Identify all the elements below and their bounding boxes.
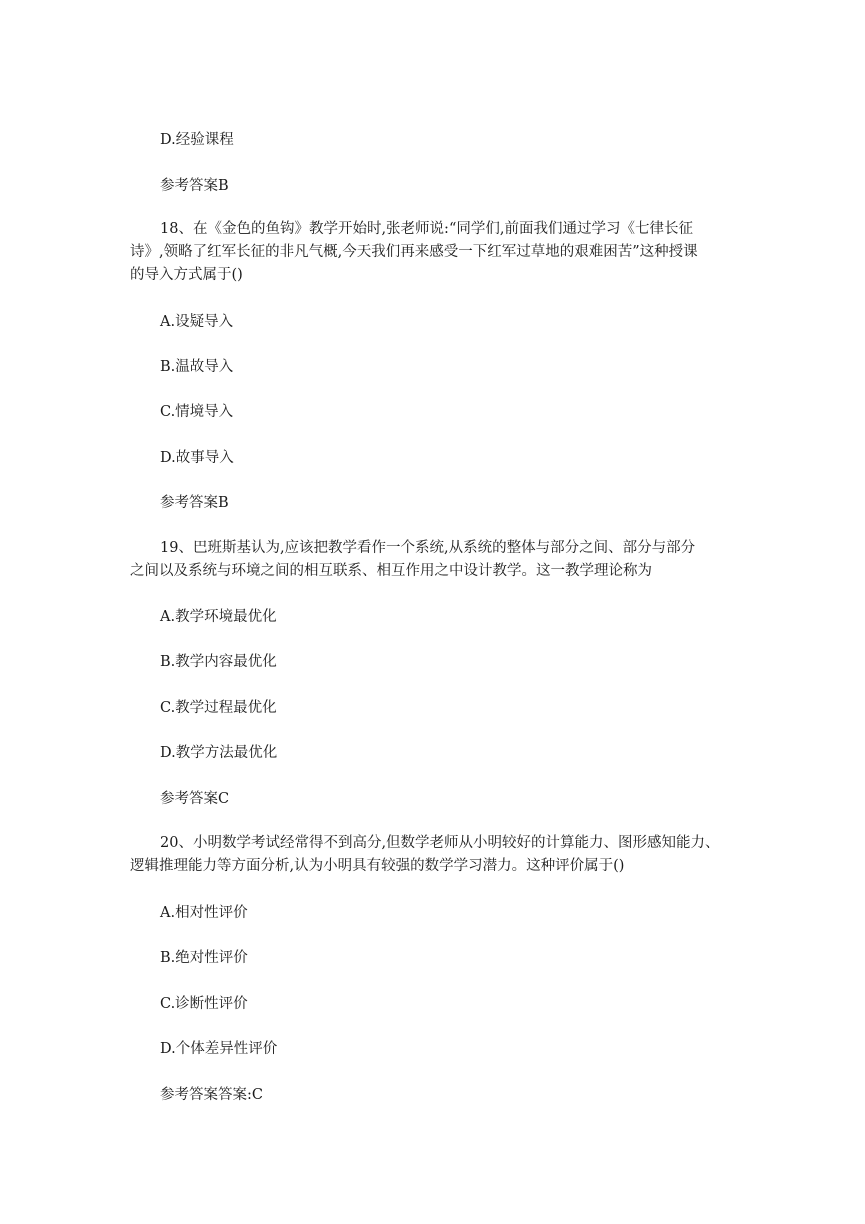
q20-stem-line-2: 逻辑推理能力等方面分析,认为小明具有较强的数学学习潜力。这种评价属于() xyxy=(130,858,625,874)
q19-stem-line-1: 19、巴班斯基认为,应该把教学看作一个系统,从系统的整体与部分之间、部分与部分 xyxy=(160,540,696,556)
q20-option-a: A.相对性评价 xyxy=(160,905,248,921)
q18-answer: 参考答案B xyxy=(160,495,229,511)
q19-answer: 参考答案C xyxy=(160,791,230,807)
q20-option-d: D.个体差异性评价 xyxy=(160,1041,278,1057)
q17-option-d: D.经验课程 xyxy=(160,132,234,148)
q18-stem-line-2: 诗》,领略了红军长征的非凡气概,今天我们再来感受一下红军过草地的艰难困苦”这种授课 xyxy=(130,244,698,260)
q20-answer: 参考答案答案:C xyxy=(160,1087,263,1103)
q20-option-c: C.诊断性评价 xyxy=(160,996,248,1012)
q19-option-a: A.教学环境最优化 xyxy=(160,609,277,625)
q17-answer: 参考答案B xyxy=(160,178,229,194)
q19-stem-line-2: 之间以及系统与环境之间的相互联系、相互作用之中设计教学。这一教学理论称为 xyxy=(130,563,652,579)
q19-option-b: B.教学内容最优化 xyxy=(160,654,277,670)
q20-stem-line-1: 20、小明数学考试经常得不到高分,但数学老师从小明较好的计算能力、图形感知能力、 xyxy=(160,835,720,851)
q18-stem-line-3: 的导入方式属于() xyxy=(130,267,243,283)
q18-stem-line-1: 18、在《金色的鱼钩》教学开始时,张老师说:“同学们,前面我们通过学习《七律长征 xyxy=(160,221,693,237)
q18-option-d: D.故事导入 xyxy=(160,450,234,466)
q18-option-c: C.情境导入 xyxy=(160,404,234,420)
q18-option-b: B.温故导入 xyxy=(160,359,234,375)
q19-option-c: C.教学过程最优化 xyxy=(160,700,277,716)
q18-option-a: A.设疑导入 xyxy=(160,314,234,330)
q19-option-d: D.教学方法最优化 xyxy=(160,745,278,761)
q20-option-b: B.绝对性评价 xyxy=(160,950,248,966)
